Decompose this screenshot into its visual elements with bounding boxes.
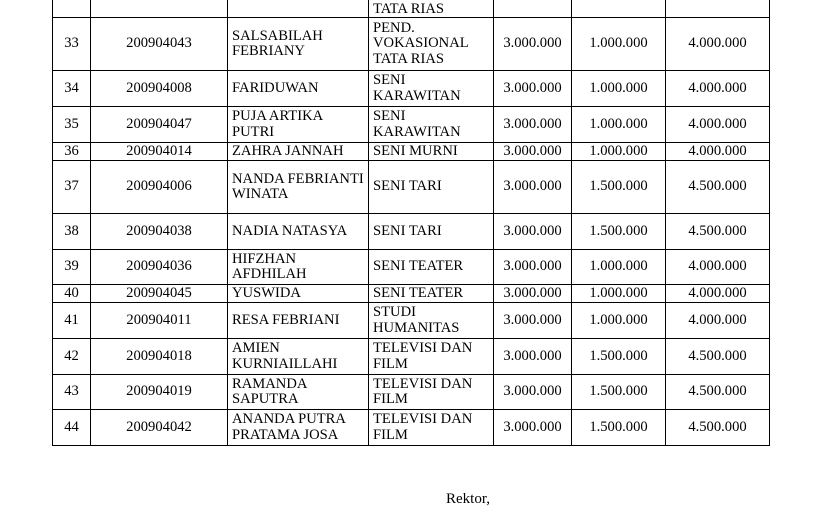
cell-nim: 200904008	[91, 71, 228, 107]
cell-amount-a	[494, 0, 572, 18]
cell-amount-a: 3.000.000	[494, 214, 572, 250]
cell-total: 4.000.000	[666, 250, 770, 285]
cell-nim: 200904043	[91, 18, 228, 71]
cell-prodi: SENI TEATER	[369, 250, 494, 285]
cell-amount-b: 1.500.000	[572, 410, 666, 446]
cell-total: 4.500.000	[666, 214, 770, 250]
cell-nim: 200904014	[91, 143, 228, 161]
cell-nim: 200904042	[91, 410, 228, 446]
cell-amount-a: 3.000.000	[494, 161, 572, 214]
cell-amount-a: 3.000.000	[494, 107, 572, 143]
cell-amount-a: 3.000.000	[494, 339, 572, 375]
cell-name: RESA FEBRIANI	[228, 303, 369, 339]
cell-total: 4.000.000	[666, 143, 770, 161]
cell-amount-b: 1.500.000	[572, 375, 666, 410]
cell-prodi: TELEVISI DAN FILM	[369, 375, 494, 410]
cell-total: 4.000.000	[666, 107, 770, 143]
cell-name: ANANDA PUTRA PRATAMA JOSA	[228, 410, 369, 446]
cell-prodi: SENI TARI	[369, 161, 494, 214]
cell-no: 33	[53, 18, 91, 71]
cell-prodi: TELEVISI DAN FILM	[369, 410, 494, 446]
cell-amount-b: 1.000.000	[572, 18, 666, 71]
cell-amount-b: 1.000.000	[572, 285, 666, 303]
table-row	[53, 107, 770, 143]
table-row	[53, 250, 770, 285]
cell-amount-b: 1.000.000	[572, 71, 666, 107]
cell-nim: 200904047	[91, 107, 228, 143]
cell-amount-b: 1.500.000	[572, 214, 666, 250]
cell-name: YUSWIDA	[228, 285, 369, 303]
table-row	[53, 71, 770, 107]
table-row	[53, 0, 770, 18]
table-row	[53, 161, 770, 214]
cell-no: 44	[53, 410, 91, 446]
cell-amount-b: 1.000.000	[572, 107, 666, 143]
cell-name	[228, 0, 369, 18]
cell-nim: 200904018	[91, 339, 228, 375]
cell-no: 43	[53, 375, 91, 410]
cell-amount-a: 3.000.000	[494, 375, 572, 410]
table-row	[53, 375, 770, 410]
cell-amount-b: 1.000.000	[572, 143, 666, 161]
cell-name: AMIEN KURNIAILLAHI	[228, 339, 369, 375]
cell-total: 4.000.000	[666, 303, 770, 339]
cell-no: 35	[53, 107, 91, 143]
cell-total: 4.500.000	[666, 375, 770, 410]
cell-amount-b: 1.500.000	[572, 161, 666, 214]
cell-prodi: STUDI HUMANITAS	[369, 303, 494, 339]
cell-total: 4.000.000	[666, 71, 770, 107]
cell-prodi: TELEVISI DAN FILM	[369, 339, 494, 375]
cell-amount-b	[572, 0, 666, 18]
cell-total: 4.500.000	[666, 410, 770, 446]
cell-prodi: SENI MURNI	[369, 143, 494, 161]
cell-no: 41	[53, 303, 91, 339]
cell-nim: 200904019	[91, 375, 228, 410]
table-row	[53, 285, 770, 303]
cell-prodi: PEND. VOKASIONAL TATA RIAS	[369, 18, 494, 71]
cell-no: 42	[53, 339, 91, 375]
cell-amount-a: 3.000.000	[494, 18, 572, 71]
cell-nim: 200904045	[91, 285, 228, 303]
cell-name: SALSABILAH FEBRIANY	[228, 18, 369, 71]
cell-total: 4.500.000	[666, 339, 770, 375]
cell-no: 38	[53, 214, 91, 250]
cell-no: 40	[53, 285, 91, 303]
cell-nim: 200904036	[91, 250, 228, 285]
cell-no: 36	[53, 143, 91, 161]
cell-amount-b: 1.000.000	[572, 250, 666, 285]
cell-amount-a: 3.000.000	[494, 71, 572, 107]
cell-no: 34	[53, 71, 91, 107]
cell-name: NANDA FEBRIANTI WINATA	[228, 161, 369, 214]
cell-name: PUJA ARTIKA PUTRI	[228, 107, 369, 143]
table-row	[53, 339, 770, 375]
cell-nim: 200904011	[91, 303, 228, 339]
cell-no: 37	[53, 161, 91, 214]
cell-amount-b: 1.500.000	[572, 339, 666, 375]
cell-name: HIFZHAN AFDHILAH	[228, 250, 369, 285]
cell-nim	[91, 0, 228, 18]
cell-nim: 200904006	[91, 161, 228, 214]
table-row	[53, 410, 770, 446]
cell-prodi: SENI KARAWITAN	[369, 71, 494, 107]
cell-no: 39	[53, 250, 91, 285]
signature-title: Rektor,	[446, 491, 490, 507]
cell-name: ZAHRA JANNAH	[228, 143, 369, 161]
cell-amount-a: 3.000.000	[494, 143, 572, 161]
cell-amount-a: 3.000.000	[494, 303, 572, 339]
cell-amount-a: 3.000.000	[494, 410, 572, 446]
cell-prodi: SENI KARAWITAN	[369, 107, 494, 143]
table-row	[53, 303, 770, 339]
cell-prodi: TATA RIAS	[369, 0, 494, 18]
cell-name: FARIDUWAN	[228, 71, 369, 107]
cell-no	[53, 0, 91, 18]
cell-total: 4.500.000	[666, 161, 770, 214]
table-row	[53, 214, 770, 250]
cell-total: 4.000.000	[666, 285, 770, 303]
cell-amount-a: 3.000.000	[494, 285, 572, 303]
cell-nim: 200904038	[91, 214, 228, 250]
scholarship-table	[52, 0, 770, 446]
cell-name: NADIA NATASYA	[228, 214, 369, 250]
cell-total	[666, 0, 770, 18]
cell-name: RAMANDA SAPUTRA	[228, 375, 369, 410]
table-row	[53, 143, 770, 161]
cell-amount-b: 1.000.000	[572, 303, 666, 339]
cell-total: 4.000.000	[666, 18, 770, 71]
cell-prodi: SENI TARI	[369, 214, 494, 250]
table-row	[53, 18, 770, 71]
cell-prodi: SENI TEATER	[369, 285, 494, 303]
cell-amount-a: 3.000.000	[494, 250, 572, 285]
